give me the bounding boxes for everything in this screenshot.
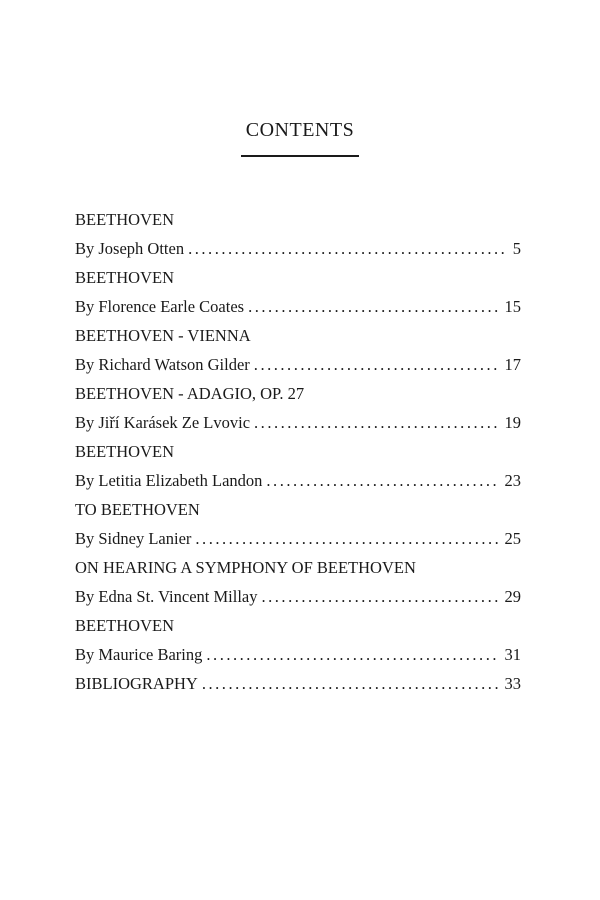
- toc-author: By Richard Watson Gilder: [75, 355, 250, 374]
- toc-page-number: 33: [504, 674, 521, 693]
- toc-poem-title: BEETHOVEN: [75, 442, 174, 461]
- table-of-contents: [75, 205, 521, 698]
- toc-entry[interactable]: [75, 582, 521, 611]
- toc-author: By Florence Earle Coates: [75, 297, 245, 316]
- toc-page-number: 23: [504, 471, 521, 490]
- toc-poem-title: ON HEARING A SYMPHONY OF BEETHOVEN: [75, 558, 416, 577]
- dot-leader: [202, 669, 499, 698]
- toc-poem-title: TO BEETHOVEN: [75, 500, 200, 519]
- dot-leader: [188, 234, 507, 263]
- dot-leader: [266, 466, 498, 495]
- toc-page-number: 15: [504, 297, 521, 316]
- dot-leader: [248, 292, 498, 321]
- toc-author: By Jiří Karásek Ze Lvovic: [75, 413, 251, 432]
- toc-author: By Maurice Baring: [75, 645, 203, 664]
- toc-entry[interactable]: [75, 234, 521, 263]
- dot-leader: [254, 350, 499, 379]
- toc-page-number: 31: [504, 645, 521, 664]
- toc-author: By Edna St. Vincent Millay: [75, 587, 258, 606]
- toc-poem-title: BEETHOVEN: [75, 268, 174, 287]
- toc-bibliography-entry[interactable]: [75, 669, 521, 698]
- toc-entry[interactable]: [75, 408, 521, 437]
- toc-entry[interactable]: [75, 524, 521, 553]
- toc-entry[interactable]: [75, 466, 521, 495]
- dot-leader: [254, 408, 498, 437]
- toc-page-number: 19: [504, 413, 521, 432]
- toc-page-number: 25: [504, 529, 521, 548]
- toc-page-number: 5: [512, 239, 521, 258]
- toc-author: By Letitia Elizabeth Landon: [75, 471, 263, 490]
- toc-bibliography-label: BIBLIOGRAPHY: [75, 674, 198, 693]
- toc-entry[interactable]: [75, 350, 521, 379]
- toc-entry[interactable]: [75, 292, 521, 321]
- dot-leader: [206, 640, 498, 669]
- toc-poem-title: BEETHOVEN - ADAGIO, OP. 27: [75, 384, 305, 403]
- dot-leader: [195, 524, 498, 553]
- toc-poem-title: BEETHOVEN: [75, 616, 174, 635]
- dot-leader: [261, 582, 498, 611]
- toc-page-number: 29: [504, 587, 521, 606]
- toc-author: By Sidney Lanier: [75, 529, 192, 548]
- toc-entry[interactable]: [75, 640, 521, 669]
- toc-author: By Joseph Otten: [75, 239, 185, 258]
- contents-heading: CONTENTS: [245, 119, 355, 141]
- heading-underline: [241, 155, 359, 157]
- toc-poem-title: BEETHOVEN - VIENNA: [75, 326, 251, 345]
- toc-page-number: 17: [504, 355, 521, 374]
- toc-poem-title: BEETHOVEN: [75, 210, 174, 229]
